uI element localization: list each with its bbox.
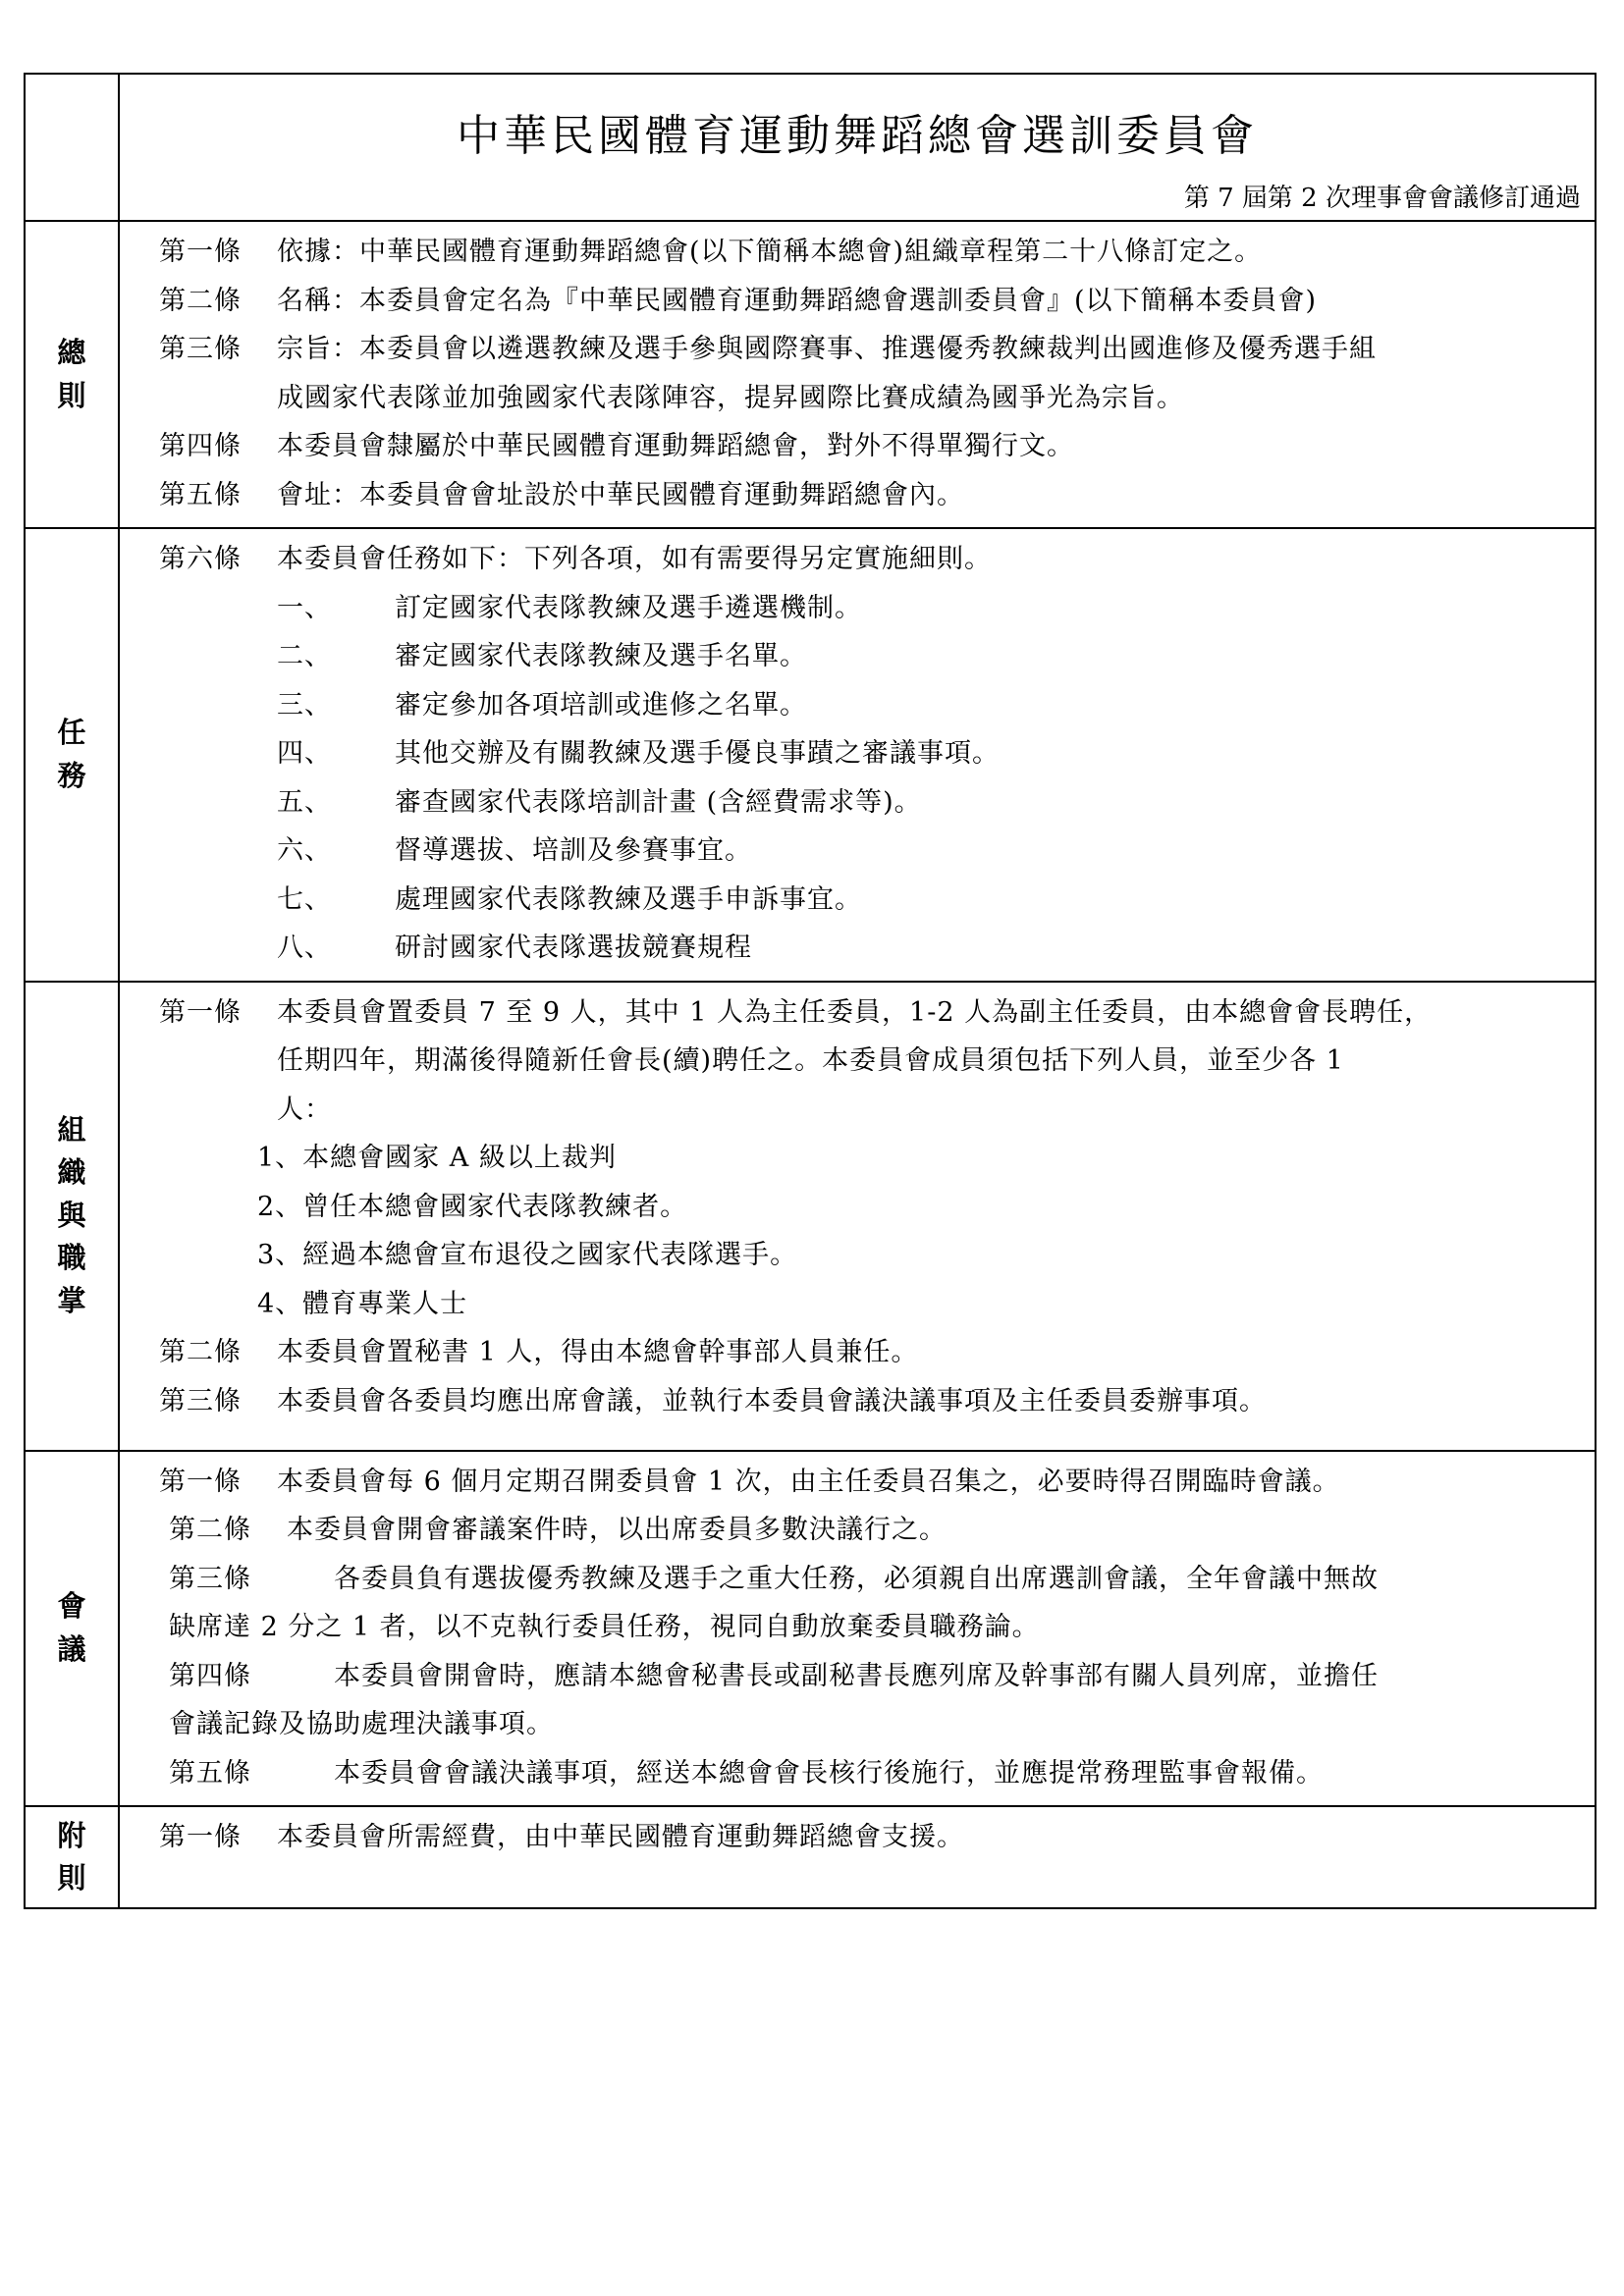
- article-line: [159, 325, 1583, 374]
- article-line: [159, 228, 1583, 277]
- section-general: [25, 221, 1596, 528]
- article-number: 第三條: [169, 1563, 251, 1594]
- label-char: 總: [57, 336, 86, 369]
- section-tasks: [25, 528, 1596, 982]
- section-label-meeting: [25, 1451, 119, 1807]
- label-char: 會: [57, 1589, 86, 1624]
- section-meeting: [25, 1451, 1596, 1807]
- label-char: 議: [57, 1631, 86, 1666]
- article-text: 依據：中華民國體育運動舞蹈總會(以下簡稱本總會)組織章程第二十八條訂定之。: [277, 237, 1263, 267]
- article-number: 第六條: [159, 544, 242, 574]
- task-number: 六、: [277, 835, 332, 866]
- article-line: [159, 535, 1583, 584]
- article-continuation: 任期四年，期滿後得隨新任會長(續)聘任之。本委員會成員須包括下列人員，並至少各 1: [277, 1045, 1344, 1076]
- article-line: [159, 1652, 1583, 1701]
- label-char: 則: [57, 1861, 86, 1895]
- task-number: 四、: [277, 738, 332, 769]
- article-text: 本委員會開會審議案件時，以出席委員多數決議行之。: [287, 1515, 947, 1545]
- task-number: 三、: [277, 689, 332, 721]
- label-char: 職: [57, 1241, 86, 1275]
- article-text: 本委員會所需經費，由中華民國體育運動舞蹈總會支援。: [277, 1822, 964, 1852]
- article-text: 本委員會任務如下：下列各項，如有需要得另定實施細則。: [277, 544, 992, 574]
- article-line: [159, 1377, 1583, 1426]
- article-number: 第四條: [159, 431, 242, 461]
- article-line: [159, 1555, 1583, 1604]
- task-item: [159, 584, 1583, 633]
- task-text: 訂定國家代表隊教練及選手遴選機制。: [395, 592, 862, 623]
- task-number: 五、: [277, 786, 332, 818]
- label-char: 附: [57, 1818, 86, 1852]
- label-char: 任: [57, 716, 86, 750]
- article-number: 第三條: [159, 1385, 242, 1416]
- article-line: [159, 277, 1583, 326]
- task-number: 二、: [277, 641, 332, 671]
- member-item: 1、本總會國家 A 級以上裁判: [257, 1143, 617, 1173]
- label-char: 織: [57, 1155, 86, 1190]
- article-number: 第一條: [159, 1466, 242, 1497]
- article-text: 本委員會置秘書 1 人，得由本總會幹事部人員兼任。: [277, 1337, 919, 1367]
- article-number: 第二條: [159, 285, 242, 316]
- revision-note: 第 7 屆第 2 次理事會會議修訂通過: [1183, 184, 1581, 213]
- task-text: 審定國家代表隊教練及選手名單。: [395, 641, 807, 671]
- article-number: 第一條: [159, 237, 242, 267]
- article-line: [159, 471, 1583, 520]
- article-text: 名稱：本委員會定名為『中華民國體育運動舞蹈總會選訓委員會』(以下簡稱本委員會): [277, 285, 1318, 316]
- article-text: 會址：本委員會會址設於中華民國體育運動舞蹈總會內。: [277, 479, 964, 510]
- task-text: 處理國家代表隊教練及選手申訴事宜。: [395, 883, 862, 915]
- section-body-meeting: [119, 1451, 1596, 1807]
- section-body-organization: [119, 982, 1596, 1451]
- article-number: 第三條: [159, 334, 242, 364]
- label-char: 掌: [57, 1283, 86, 1317]
- label-char: 務: [57, 758, 86, 792]
- article-text: 本委員會每 6 個月定期召開委員會 1 次，由主任委員召集之，必要時得召開臨時會議。: [277, 1466, 1340, 1497]
- article-text: 宗旨：本委員會以遴選教練及選手參與國際賽事、推選優秀教練裁判出國進修及優秀選手組: [277, 334, 1377, 364]
- article-line: [159, 1749, 1583, 1798]
- task-text: 審定參加各項培訓或進修之名單。: [395, 689, 807, 721]
- article-line: [159, 1458, 1583, 1507]
- task-text: 其他交辦及有關教練及選手優良事蹟之審議事項。: [395, 738, 1000, 769]
- article-continuation: 會議記錄及協助處理決議事項。: [169, 1709, 554, 1739]
- section-label-appendix: [25, 1806, 119, 1908]
- task-item: [159, 778, 1583, 828]
- article-number: 第五條: [159, 479, 242, 510]
- article-number: 第五條: [169, 1757, 251, 1789]
- article-number: 第一條: [159, 996, 242, 1028]
- article-number: 第二條: [159, 1337, 242, 1367]
- label-char: 與: [57, 1198, 86, 1232]
- section-label-tasks: [25, 528, 119, 982]
- article-continuation: 人：: [277, 1094, 332, 1125]
- task-text: 研討國家代表隊選拔競賽規程: [395, 933, 752, 963]
- section-body-tasks: [119, 528, 1596, 982]
- regulation-table: [24, 73, 1597, 1909]
- article-text: 各委員負有選拔優秀教練及選手之重大任務，必須親自出席選訓會議，全年會議中無故: [334, 1563, 1379, 1594]
- label-char: 組: [57, 1112, 86, 1147]
- task-text: 督導選拔、培訓及參賽事宜。: [395, 835, 752, 866]
- article-line: [159, 1328, 1583, 1377]
- member-item: 3、經過本總會宣布退役之國家代表隊選手。: [257, 1240, 798, 1270]
- task-item: [159, 924, 1583, 973]
- task-text: 審查國家代表隊培訓計畫 (含經費需求等)。: [395, 786, 922, 818]
- section-label-general: [25, 221, 119, 528]
- section-organization: [25, 982, 1596, 1451]
- article-text: 本委員會隸屬於中華民國體育運動舞蹈總會，對外不得單獨行文。: [277, 431, 1074, 461]
- title-cell: [119, 74, 1596, 221]
- article-line: [159, 988, 1583, 1038]
- section-body-general: [119, 221, 1596, 528]
- article-line: [159, 1506, 1583, 1555]
- task-item: [159, 827, 1583, 876]
- article-continuation: 缺席達 2 分之 1 者，以不克執行委員任務，視同自動放棄委員職務論。: [169, 1612, 1040, 1642]
- article-line: [159, 1813, 1583, 1862]
- article-number: 第四條: [169, 1660, 251, 1691]
- article-continuation: 成國家代表隊並加強國家代表隊陣容，提昇國際比賽成績為國爭光為宗旨。: [277, 382, 1184, 413]
- article-line: [159, 422, 1583, 471]
- title-row: [25, 74, 1596, 221]
- task-number: 八、: [277, 933, 332, 963]
- title-label-cell: [25, 74, 119, 221]
- member-item: 4、體育專業人士: [257, 1288, 468, 1319]
- section-body-appendix: [119, 1806, 1596, 1908]
- document-title: 中華民國體育運動舞蹈總會選訓委員會: [457, 111, 1258, 161]
- task-number: 七、: [277, 883, 332, 915]
- task-item: [159, 632, 1583, 681]
- task-item: [159, 876, 1583, 925]
- article-text: 本委員會置委員 7 至 9 人，其中 1 人為主任委員，1-2 人為副主任委員，由本總會會長聘任，: [277, 996, 1433, 1028]
- section-appendix: [25, 1806, 1596, 1908]
- label-char: 則: [57, 378, 86, 412]
- article-text: 本委員會會議決議事項，經送本總會會長核行後施行，並應提常務理監事會報備。: [334, 1757, 1324, 1789]
- article-number: 第二條: [169, 1515, 251, 1545]
- task-item: [159, 729, 1583, 778]
- article-text: 本委員會開會時，應請本總會秘書長或副秘書長應列席及幹事部有關人員列席，並擔任: [334, 1660, 1379, 1691]
- task-item: [159, 681, 1583, 730]
- article-text: 本委員會各委員均應出席會議，並執行本委員會議決議事項及主任委員委辦事項。: [277, 1385, 1267, 1416]
- task-number: 一、: [277, 592, 332, 623]
- article-number: 第一條: [159, 1822, 242, 1852]
- section-label-organization: [25, 982, 119, 1451]
- member-item: 2、曾任本總會國家代表隊教練者。: [257, 1191, 688, 1222]
